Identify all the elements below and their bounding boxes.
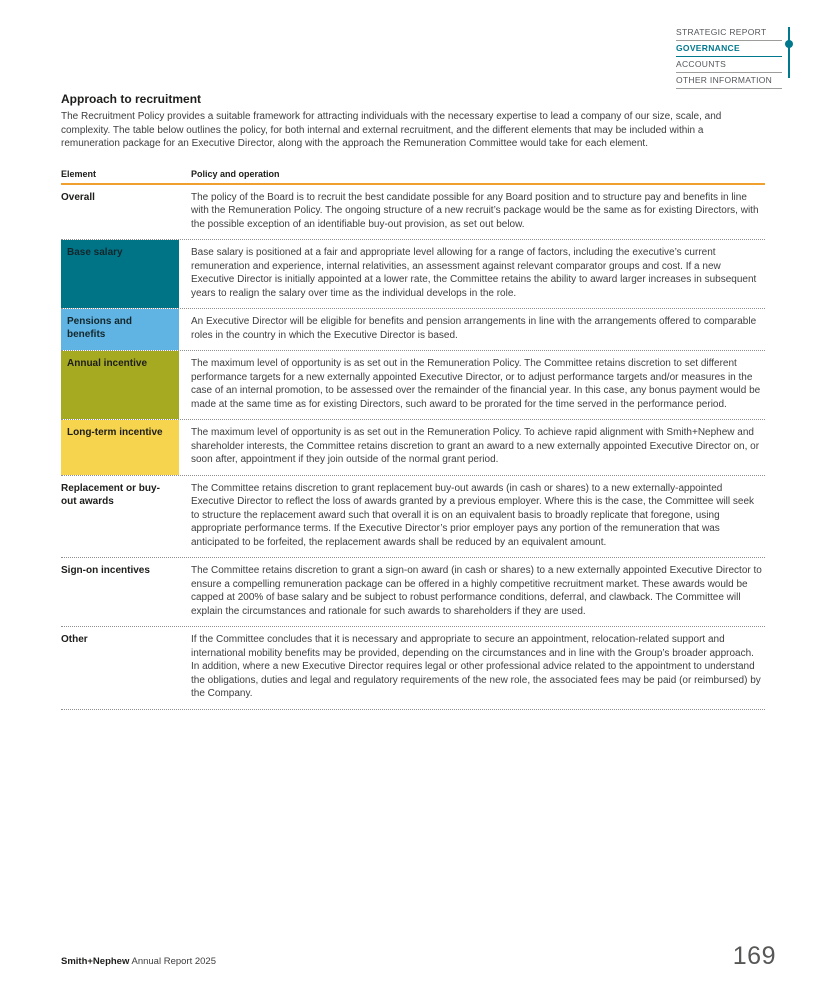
policy-cell: If the Committee concludes that it is necessary and appropriate to secure an appointment, relocation-related support and international mobility benefits may be provided, depending on the circumstances and in line with the Group’s broader approach. In addition, where a new Executive Director requires legal or other professional advice related to the appointment to understand the obligations, duties and legal and regulatory requirements of the new role, the associated fees may be paid (or reimbursed) by the Company.	[191, 634, 761, 699]
element-label: Sign-on incentives	[61, 565, 150, 576]
footer	[61, 942, 776, 971]
table-row	[61, 240, 765, 309]
policy-cell: An Executive Director will be eligible for benefits and pension arrangements in line with the arrangements offered to comparable roles in the country in which the Executive Director is based.	[191, 316, 757, 341]
table-row	[61, 420, 765, 476]
footer-report-title	[61, 956, 216, 971]
table-row	[61, 558, 765, 627]
element-cell	[61, 476, 179, 558]
element-label: Long-term incentive	[67, 427, 163, 438]
table-row	[61, 185, 765, 241]
page-number: 169	[732, 942, 776, 970]
recruitment-policy-table	[61, 169, 765, 710]
policy-cell: The maximum level of opportunity is as set out in the Remuneration Policy. The Committee retains discretion to set different performance targets for a new externally appointed Executive Director, or to adjust performance targets and/or measures in the case of an internal promotion, to be assessed over the remainder of the financial year. In this case, any bonus payment would be made at the same time as for existing Directors, such award to be prorated for the time served in the performance period.	[191, 358, 761, 410]
intro-paragraph: The Recruitment Policy provides a suitable framework for attracting individuals with the necessary expertise to lead a company of our size, scale, and complexity. The table below outlines the policy, for both internal and external recruitment, and the different elements that may be included within a remuneration package for an Executive Director, along with the approach the Remuneration Committee would take for each element.	[61, 111, 722, 149]
element-cell	[61, 309, 179, 350]
footer-brand: Smith+Nephew	[61, 956, 130, 967]
element-cell	[61, 420, 179, 475]
element-label: Pensions and benefits	[67, 316, 133, 340]
nav-rule	[788, 27, 790, 78]
policy-cell: The Committee retains discretion to grant replacement buy-out awards (in cash or shares) to a new externally-appointed Executive Director to reflect the loss of awards granted by a previous employer. Where this is the case, the Committee will seek to structure the replacement award such that overall it is on an equivalent basis to broadly replicate that foregone, using appropriate performance terms. If the Executive Director’s prior employer pays any portion of the remuneration that was anticipated to be forfeited, the replacement awards shall be reduced by an equivalent amount.	[191, 482, 755, 548]
element-label: Overall	[61, 191, 95, 203]
section-nav	[676, 25, 782, 89]
nav-marker-dot	[785, 40, 793, 48]
footer-report-suffix: Annual Report 2025	[129, 956, 216, 967]
element-cell	[61, 185, 179, 240]
element-label: Annual incentive	[67, 358, 148, 369]
policy-cell: The policy of the Board is to recruit the best candidate possible for any Board position and to structure pay and benefits in line with the Remuneration Policy. The ongoing structure of a new recruit’s package would be the same as for existing Directors, with the possible exception of an identifiable buy-out provision, as set out below.	[191, 191, 759, 230]
element-cell	[61, 627, 179, 709]
table-row	[61, 476, 765, 559]
element-cell	[61, 351, 179, 419]
element-cell	[61, 240, 179, 308]
table-row	[61, 627, 765, 710]
table-row	[61, 309, 765, 351]
page-title: Approach to recruitment	[61, 92, 202, 106]
policy-cell: Base salary is positioned at a fair and appropriate level allowing for a range of factors, including the executive’s current remuneration and experience, internal relativities, an assessment against relevant comparator groups and cost. If a new Executive Director is initially appointed at a lower rate, the Committee retains the ability to award larger increases in subsequent years to realign the salary over time as the individual develops in the role.	[191, 247, 757, 299]
nav-item-strategic-report[interactable]: STRATEGIC REPORT	[676, 25, 782, 41]
policy-cell: The Committee retains discretion to grant a sign-on award (in cash or shares) to a new externally appointed Executive Director to ensure a compelling remuneration package can be offered in a highly competitive recruitment market. These awards would be capped at 200% of base salary and be subject to robust performance conditions, deferral, and clawback. The Committee will explain the circumstances and rationale for such awards to shareholders if they are used.	[191, 565, 762, 617]
element-cell	[61, 558, 179, 626]
table-header-row	[61, 169, 765, 185]
policy-cell: The maximum level of opportunity is as set out in the Remuneration Policy. To achieve rapid alignment with Smith+Nephew and shareholder interests, the Committee retains discretion to grant an award to a new externally appointed Executive Director on, or soon after, appointment if they join outside of the normal grant period.	[191, 427, 760, 465]
column-header-element: Element	[61, 168, 97, 179]
column-header-policy: Policy and operation	[191, 168, 280, 179]
nav-item-governance[interactable]: GOVERNANCE	[676, 41, 782, 57]
element-label: Base salary	[67, 247, 123, 258]
report-page	[61, 92, 765, 710]
element-label: Other	[61, 634, 88, 645]
element-label: Replacement or buy-out awards	[61, 482, 160, 507]
table-row	[61, 351, 765, 420]
policy-table-body	[61, 185, 765, 710]
nav-item-accounts[interactable]: ACCOUNTS	[676, 57, 782, 73]
nav-item-other-information[interactable]: OTHER INFORMATION	[676, 73, 782, 89]
